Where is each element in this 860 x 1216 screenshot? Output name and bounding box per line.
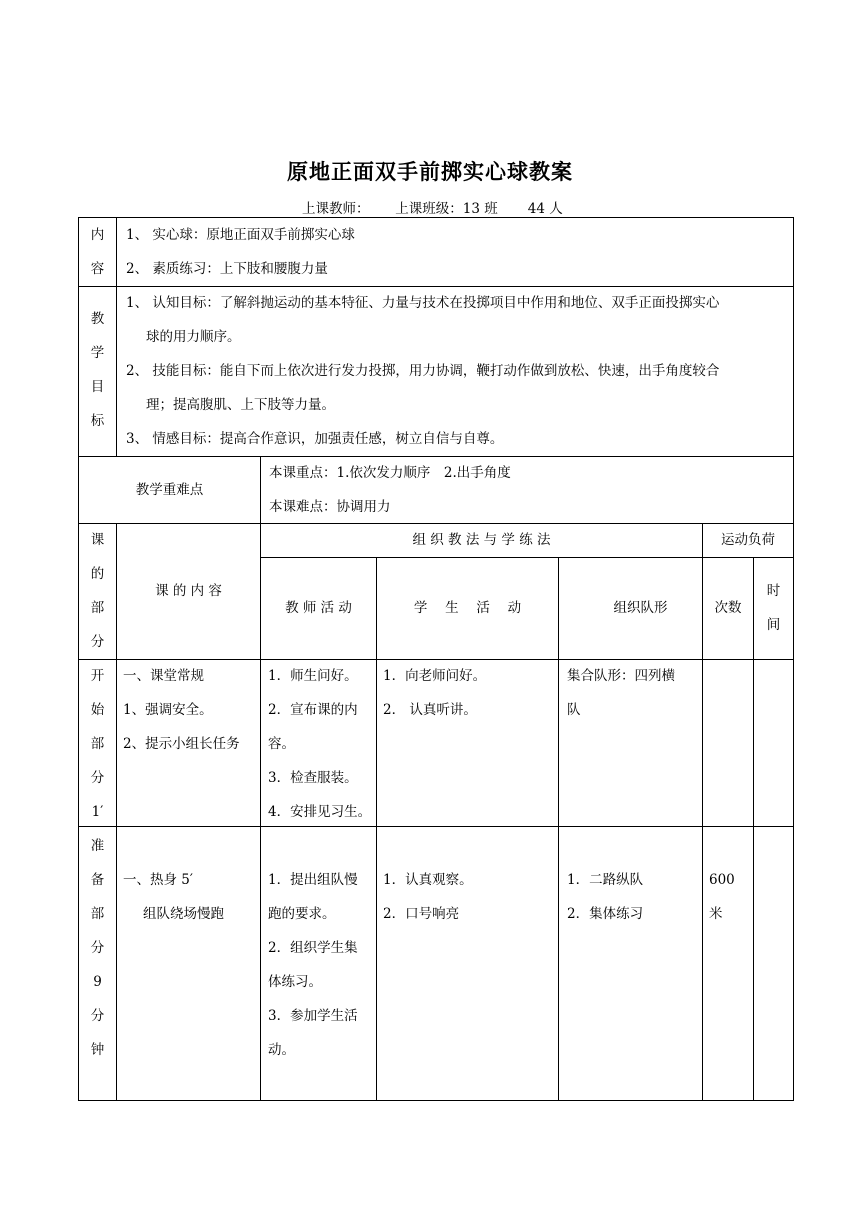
header-load: 运动负荷	[721, 532, 775, 548]
content-item: 2、 素质练习：上下肢和腰腹力量	[126, 261, 328, 277]
class-info-line	[302, 197, 563, 217]
teacher-label: 上课教师：	[302, 201, 370, 217]
section-teacher-prep: 1．提出组队慢 跑的要求。 2．组织学生集 体练习。 3．参加学生活 动。	[268, 872, 358, 1058]
header-times: 次数	[714, 600, 742, 616]
header-part: 课 的 部 分	[90, 532, 105, 650]
goal-item-cont: 球的用力顺序。	[146, 329, 241, 345]
key-points-lines	[261, 456, 793, 524]
content-item: 1、 实心球：原地正面双手前掷实心球	[126, 227, 355, 243]
header-student: 学 生 活 动	[413, 600, 522, 616]
section-part-prep: 准 备 部 分 9 分 钟	[90, 838, 105, 1058]
class-label: 上课班级：13 班	[395, 201, 498, 217]
section-teacher-start: 1．师生问好。 2．宣布课的内 容。 3．检查服装。 4．安排见习生。	[268, 668, 372, 820]
section-student-prep: 1．认真观察。 2．口号响亮	[383, 872, 473, 922]
section-student-start: 1．向老师问好。 2． 认真听讲。	[383, 668, 487, 718]
section-part-start: 开 始 部 分 1′	[90, 668, 105, 820]
goals-row-items	[117, 286, 793, 456]
section-content-start: 一、课堂常规 1、强调安全。 2、提示小组长任务	[123, 668, 240, 752]
header-content: 课 的 内 容	[155, 583, 222, 599]
content-row-label: 内 容	[90, 227, 105, 277]
section-formation-prep: 1．二路纵队 2．集体练习	[567, 872, 644, 922]
student-count: 44 人	[527, 201, 563, 217]
section-formation-start: 集合队形：四列横 队	[567, 668, 675, 718]
key-point-line: 本课重点：1.依次发力顺序 2.出手角度	[269, 465, 511, 481]
header-formation: 组织队形	[613, 600, 668, 616]
header-methods: 组 织 教 法 与 学 练 法	[412, 532, 551, 548]
goal-item: 1、 认知目标：了解斜抛运动的基本特征、力量与技术在投掷项目中作用和地位、双手正面投掷实心	[126, 295, 720, 311]
goals-row-label: 教 学 目 标	[90, 311, 105, 429]
document-title: 原地正面双手前掷实心球教案	[287, 160, 573, 184]
section-content-prep: 一、热身 5′ 组队绕场慢跑	[123, 872, 224, 922]
content-row-items	[117, 218, 793, 286]
goal-item-cont: 理；提高腹肌、上下肢等力量。	[146, 397, 335, 413]
section-times-prep: 600 米	[709, 872, 735, 922]
goal-item: 2、 技能目标：能自下而上依次进行发力投掷，用力协调，鞭打动作做到放松、快速，出手角度较合	[126, 363, 720, 379]
goal-item: 3、 情感目标：提高合作意识，加强责任感，树立自信与自尊。	[126, 431, 504, 447]
key-points-label: 教学重难点	[135, 482, 204, 498]
header-teacher: 教 师 活 动	[285, 600, 352, 616]
key-point-line: 本课难点：协调用力	[269, 499, 391, 515]
header-time: 时 间	[766, 583, 781, 633]
